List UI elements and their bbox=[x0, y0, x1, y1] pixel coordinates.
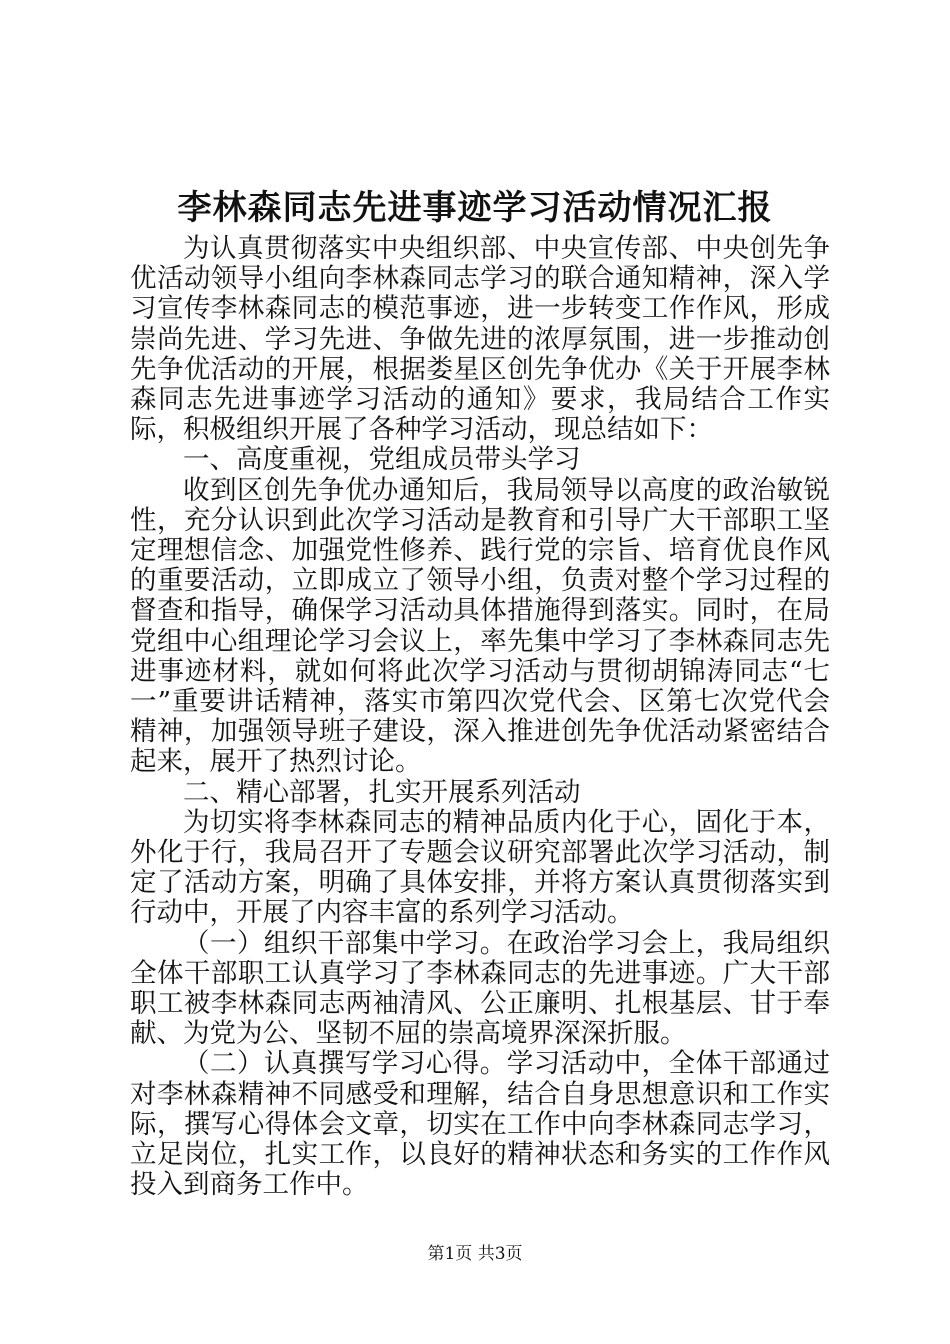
paragraph-subsection-1: （一）组织干部集中学习。在政治学习会上，我局组织全体干部职工认真学习了李林森同志的先进事迹。广大干部职工被李林森同志两袖清风、公正廉明、扎根基层、甘于奉献、为党为公、坚韧不屈的崇高境界深深折服。 bbox=[130, 927, 830, 1050]
paragraph-intro: 为认真贯彻落实中央组织部、中央宣传部、中央创先争优活动领导小组向李林森同志学习的联合通知精神，深入学习宣传李林森同志的模范事迹，进一步转变工作作风，形成崇尚先进、学习先进、争做先进的浓厚氛围，进一步推动创先争优活动的开展，根据娄星区创先争优办《关于开展李林森同志先进事迹学习活动的通知》要求，我局结合工作实际，积极组织开展了各种学习活动，现总结如下： bbox=[130, 233, 830, 446]
section-heading-1: 一、高度重视，党组成员带头学习 bbox=[183, 444, 581, 476]
section-heading-2: 二、精心部署，扎实开展系列活动 bbox=[183, 776, 581, 808]
paragraph-section-2: 为切实将李林森同志的精神品质内化于心，固化于本，外化于行，我局召开了专题会议研究部署此次学习活动，制定了活动方案，明确了具体安排，并将方案认真贯彻落实到行动中，开展了内容丰富的系列学习活动。 bbox=[130, 806, 830, 929]
page-number-footer: 第1页 共3页 bbox=[427, 1244, 523, 1264]
document-body bbox=[130, 234, 830, 1201]
paragraph-section-1: 收到区创先争优办通知后，我局领导以高度的政治敏锐性，充分认识到此次学习活动是教育和引导广大干部职工坚定理想信念、加强党性修养、践行党的宗旨、培育优良作风的重要活动，立即成立了领导小组，负责对整个学习过程的督查和指导，确保学习活动具体措施得到落实。同时，在局党组中心组理论学习会议上，率先集中学习了李林森同志先进事迹材料，就如何将此次学习活动与贯彻胡锦涛同志“七一”重要讲话精神，落实市第四次党代会、区第七次党代会精神，加强领导班子建设，深入推进创先争优活动紧密结合起来，展开了热烈讨论。 bbox=[130, 474, 830, 778]
paragraph-subsection-2: （二）认真撰写学习心得。学习活动中，全体干部通过对李林森精神不同感受和理解，结合自身思想意识和工作实际，撰写心得体会文章，切实在工作中向李林森同志学习，立足岗位，扎实工作，以良好的精神状态和务实的工作作风投入到商务工作中。 bbox=[130, 1048, 830, 1201]
document-title: 李林森同志先进事迹学习活动情况汇报 bbox=[177, 188, 773, 228]
